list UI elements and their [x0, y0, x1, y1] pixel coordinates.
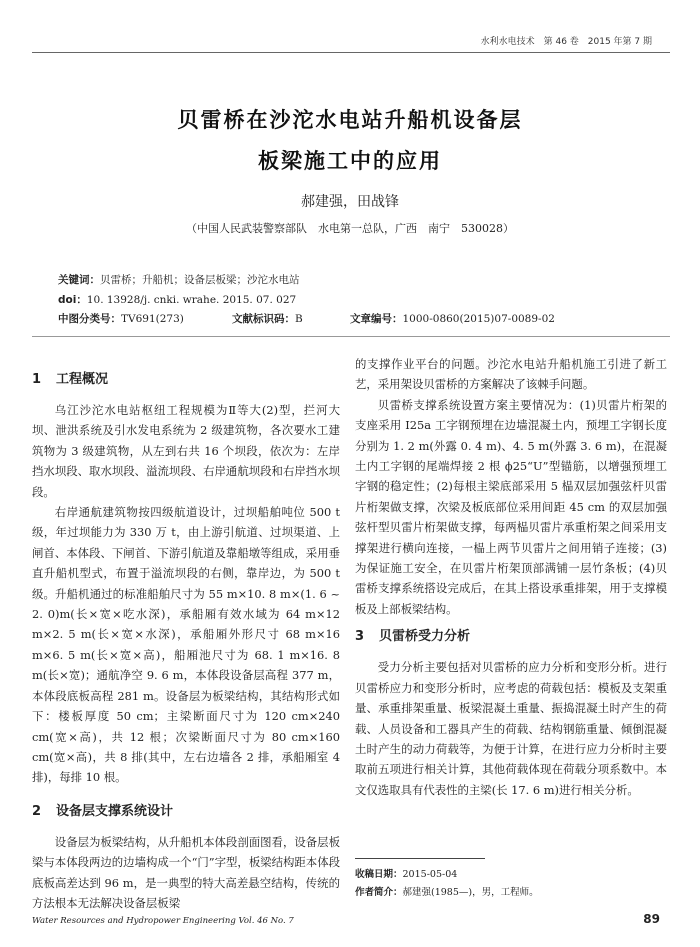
section-1-number: 1 — [32, 372, 42, 387]
left-paragraph-1: 乌江沙沱水电站枢纽工程规模为Ⅱ等大(2)型，拦河大坝、泄洪系统及引水发电系统为 2 级建筑物，各次要水工建筑物为 3 级建筑物，从左到右共 16 个坝段，依次为：左岸挡水坝段、取水坝段、溢流坝段、右岸通航坝段和右岸挡水坝段。 — [32, 403, 340, 499]
title-line-1: 贝雷桥在沙沱水电站升船机设备层 — [177, 108, 523, 132]
left-paragraph-2: 右岸通航建筑物按四级航道设计，过坝船舶吨位 500 t 级，年过坝能力为 330 万 t，由上游引航道、过坝渠道、上闸首、本体段、下闸首、下游引航道及靠船墩等组成，采用垂直升船机型式，布置于溢流坝段的右侧，靠岸边，为 500 t 级。升船机通过的标准船舶尺寸为 55 m×10. 8 m×(1. 6 ~ 2. 0)m(长×宽×吃水深)，承船厢有效水域为 64 m×12 m×2. 5 m(长×宽×水深)，承船厢外形尺寸 68 m×16 m×6. 5 m(长×宽×高)，船厢池尺寸为 68. 1 m×16. 8 m(长×宽)；通航净空 9. 6 m，本体段设备层高程 377 m，本体段底板高程 281 m。设备层为板梁结构，其结构形式如下：楼板厚度 50 cm；主梁断面尺寸为 120 cm×240 cm(宽×高)，共 12 根；次梁断面尺寸为 80 cm×160 cm(宽×高)，共 8 排(其中，左右边墙各 2 排，承船厢室 4 排)，每排 10 根。 — [32, 505, 340, 785]
right-paragraph-2: 受力分析主要包括对贝雷桥的应力分析和变形分析。进行贝雷桥应力和变形分析时，应考虑的荷载包括：模板及支架重量、承重排架重量、板梁混凝土重量、振捣混凝土时产生的荷载、人员设备和工器具产生的荷载、结构钢筋重量、倾倒混凝土时产生的动力荷载等，为便于计算，在进行应力分析时主要取前五项进行相关计算，其他荷载体现在荷载分项系数中。本文仅选取具有代表性的主梁(长 17. 6 m)进行相关分析。 — [355, 660, 667, 797]
section-3-heading — [355, 627, 667, 657]
keywords — [58, 272, 300, 287]
footnote-rule — [355, 858, 485, 859]
right-paragraph-0: 的支撑作业平台的问题。沙沱水电站升船机施工引进了新工艺，采用架设贝雷桥的方案解决了该棘手问题。 — [355, 357, 667, 392]
section-2-heading — [32, 802, 340, 832]
doi — [58, 292, 296, 307]
author-bio-label: 作者简介： — [355, 887, 403, 898]
article-no-text: 1000-0860(2015)07-0089-02 — [402, 313, 555, 325]
right-paragraph-1: 贝雷桥支撑系统设置方案主要情况为：(1)贝雷片桁架的支座采用 I25a 工字钢预埋在边墙混凝土内，预埋工字钢长度分别为 1. 2 m(外露 0. 4 m)、4. 5 m(外露 3. 6 m)，在混凝土内工字钢的尾端焊接 2 根 ϕ25“U”型锚筋，以增强预埋工字钢的稳定性；(2)每根主梁底部采用 5 榀双层加强弦杆贝雷片桁架做支撑，次梁及板底部位采用间距 45 cm 的双层加强弦杆型贝雷片桁架做支撑，每两榀贝雷片承重桁架之间采用支撑架进行横向连接，一榀上两节贝雷片之间用销子连接；(3)为保证施工安全，在贝雷片桁架顶部满铺一层竹条板；(4)贝雷桥支撑系统搭设完成后，在其上搭设承重排架，用于支撑模板及上部板梁结构。 — [355, 397, 667, 616]
doc-code-label: 文献标识码： — [232, 313, 295, 325]
section-3-title: 贝雷桥受力分析 — [379, 629, 471, 645]
page-number: 89 — [643, 912, 660, 926]
section-2-number: 2 — [32, 803, 42, 819]
keywords-text: 贝雷桥；升船机；设备层板梁；沙沱水电站 — [100, 274, 300, 286]
article-no-label: 文章编号： — [350, 313, 403, 325]
running-head: 水利水电技术 第 46 卷 2015 年第 7 期 — [480, 37, 652, 47]
affiliation: （中国人民武装警察部队 水电第一总队，广西 南宁 530028） — [186, 222, 514, 235]
footer-journal: Water Resources and Hydropower Engineering Vol. 46 No. 7 — [32, 916, 294, 926]
header-rule — [32, 52, 670, 53]
author-bio — [355, 884, 539, 898]
keywords-label: 关键词： — [58, 274, 100, 286]
received-label: 收稿日期： — [355, 869, 403, 880]
section-1-heading — [32, 370, 340, 400]
doc-code-text: B — [295, 313, 303, 325]
section-3-number: 3 — [355, 629, 365, 645]
meta-rule — [32, 336, 670, 337]
left-column — [32, 340, 340, 913]
section-2-title: 设备层支撑系统设计 — [56, 803, 174, 819]
authors: 郝建强，田战锋 — [301, 194, 399, 210]
received-text: 2015-05-04 — [402, 869, 458, 880]
title-line-2: 板梁施工中的应用 — [258, 149, 442, 173]
right-column — [355, 354, 667, 800]
doi-text: 10. 13928/j. cnki. wrahe. 2015. 07. 027 — [86, 294, 297, 306]
author-bio-text: 郝建强(1985—)，男，工程师。 — [402, 887, 539, 898]
doc-code — [232, 311, 303, 326]
received-date — [355, 866, 457, 880]
article-no — [350, 311, 555, 326]
clc-text: TV691(273) — [121, 313, 184, 325]
section-1-title: 工程概况 — [56, 372, 109, 387]
clc-label: 中图分类号： — [58, 313, 121, 325]
clc — [58, 311, 184, 326]
left-paragraph-3: 设备层为板梁结构，从升船机本体段剖面图看，设备层板梁与本体段两边的边墙构成一个“门”字型，板梁结构距本体段底板高差达到 96 m，是一典型的特大高差悬空结构，传统的方法根本无法解决设备层板梁 — [32, 834, 340, 910]
doi-label: doi： — [58, 294, 87, 306]
